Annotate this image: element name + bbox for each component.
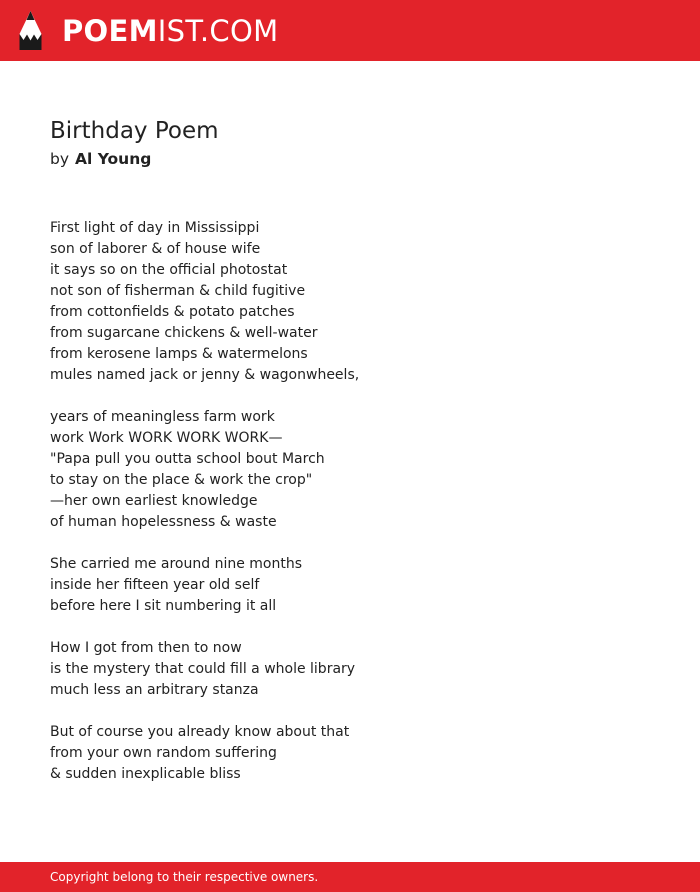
brand-light: IST.COM	[157, 14, 279, 48]
stanza-gap	[50, 533, 359, 554]
poem-line: —her own earliest knowledge	[50, 493, 258, 509]
byline	[50, 148, 151, 170]
site-logo[interactable]	[62, 13, 278, 49]
poem-line: How I got from then to now	[50, 640, 242, 656]
poem-line: work Work WORK WORK WORK—	[50, 430, 283, 446]
stanza-gap	[50, 386, 359, 407]
poem-line: from cottonfields & potato patches	[50, 304, 295, 320]
poem-line: years of meaningless farm work	[50, 409, 275, 425]
poem-line: She carried me around nine months	[50, 556, 303, 572]
brand-bold: POEM	[62, 14, 158, 48]
poem-line: But of course you already know about that	[50, 724, 350, 740]
poem-line: First light of day in Mississippi	[50, 220, 260, 236]
stanza-gap	[50, 617, 359, 638]
poem-line: not son of fisherman & child fugitive	[50, 283, 306, 299]
poem-line: mules named jack or jenny & wagonwheels,	[50, 367, 360, 383]
poem-body	[50, 218, 359, 785]
stanza-gap	[50, 701, 359, 722]
poem-line: from your own random suffering	[50, 745, 277, 761]
poem-line: from sugarcane chickens & well-water	[50, 325, 318, 341]
poem-line: much less an arbitrary stanza	[50, 682, 259, 698]
poem-line: & sudden inexplicable bliss	[50, 766, 241, 782]
poem-line: it says so on the official photostat	[50, 262, 288, 278]
poem-title: Birthday Poem	[50, 118, 219, 144]
by-label: by	[50, 150, 70, 168]
poem-line: "Papa pull you outta school bout March	[50, 451, 325, 467]
copyright-text: Copyright belong to their respective owners.	[50, 870, 319, 884]
pencil-tip-icon	[18, 10, 43, 51]
poem-line: son of laborer & of house wife	[50, 241, 261, 257]
site-header	[0, 0, 700, 61]
poem-line: inside her fifteen year old self	[50, 577, 260, 593]
site-footer	[0, 862, 700, 892]
poem-line: is the mystery that could fill a whole library	[50, 661, 356, 677]
poem-line: from kerosene lamps & watermelons	[50, 346, 308, 362]
author-name[interactable]: Al Young	[75, 150, 152, 168]
poem-line: of human hopelessness & waste	[50, 514, 277, 530]
poem-line: to stay on the place & work the crop"	[50, 472, 313, 488]
poem-line: before here I sit numbering it all	[50, 598, 277, 614]
